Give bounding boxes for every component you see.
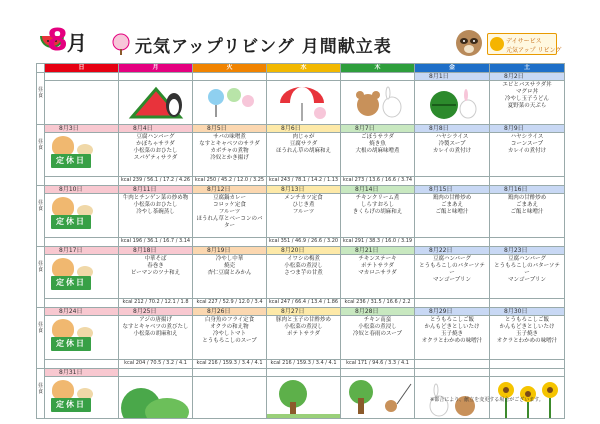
row-label: 昼食 [37,322,43,334]
menu-row [37,194,565,238]
month-number: 8 [47,23,67,58]
date-cell [490,247,565,255]
illustration [341,377,414,418]
date-cell [45,125,119,133]
date-cell [193,369,267,377]
nutrition-cell [45,238,119,247]
date-cell [415,369,490,377]
nutrition-row [37,299,565,308]
weekday-sat: 土 [490,64,565,73]
nutrition-text: kcal 196 / 36.1 / 16.7 / 3.14 [120,238,191,244]
nutrition-text: kcal 171 / 94.6 / 3.3 / 4.1 [346,360,409,366]
menu-cell [490,133,565,177]
nutrition-text: kcal 351 / 46.9 / 26.6 / 3.20 [268,238,339,244]
nutrition-text: kcal 243 / 78.1 / 14.2 / 1.13 [268,177,339,183]
nutrition-text: kcal 247 / 66.4 / 13.4 / 1.86 [268,299,339,305]
date-label: 8月30日 [504,308,528,315]
menu-text: ごぼうサラダ 焼き魚 大根の胡麻味噌煮 [355,134,400,154]
corner-cell [37,64,45,73]
date-label [341,73,414,80]
date-label [267,73,340,80]
date-cell [415,125,490,133]
nutrition-text: kcal 227 / 52.9 / 12.0 / 3.4 [196,299,263,305]
menu-cell [341,81,415,125]
menu-text: サバの味噌煮 なすとキャベツのサラダ カボチャの煮物 冷奴とかき揚げ [199,134,260,161]
nutrition-cell [415,177,490,186]
date-cell [119,247,193,255]
nutrition-cell [119,177,193,186]
date-label: 8月20日 [281,247,305,254]
date-label: 8月15日 [429,186,453,193]
menu-cell [193,255,267,299]
nutrition-cell [45,299,119,308]
menu-cell [490,255,565,299]
menu-cell [267,377,341,419]
page-title: 元気アップリビング 月間献立表 [135,37,392,57]
row-label: 昼食 [37,383,43,395]
menu-text: 鶏肉の甘酢炒め ごまあえ ご飯と味噌汁 [507,195,547,215]
holiday-label: 定休日 [51,215,91,229]
date-label: 8月23日 [504,247,528,254]
closed-day-illustration [49,380,99,419]
cat-icon [52,258,74,278]
date-cell [341,369,415,377]
menu-cell [119,133,193,177]
menu-cell [267,255,341,299]
menu-text: 豆腐ハンバーグ とうもろこしのバターソテー マンゴープリン [494,256,560,283]
cat-icon [52,136,74,156]
uchiwa-fan-icon [110,33,132,55]
date-cell [267,308,341,316]
date-cell [45,369,119,377]
date-label: 8月27日 [281,308,305,315]
menu-cell [267,316,341,360]
nutrition-text: kcal 204 / 70.5 / 3.2 / 4.1 [124,360,187,366]
cat-icon [52,197,74,217]
menu-text: ハヤシライス 冷製スープ カレイの煮付け [432,134,472,154]
date-label: 8月29日 [429,308,453,315]
menu-text: 鶏肉の甘酢炒め ごまあえ ご飯と味噌汁 [432,195,472,215]
menu-cell [119,377,193,419]
menu-text: エビとバスサラダ丼 マグロ丼 冷やし玉子うどん 夏野菜の天ぷら [502,82,552,109]
date-cell [267,186,341,194]
date-cell [45,186,119,194]
menu-cell [119,81,193,125]
menu-cell [415,316,490,360]
weekday-tue: 火 [193,64,267,73]
menu-cell [341,194,415,238]
menu-cell [415,194,490,238]
menu-cell [415,81,490,125]
date-cell [490,125,565,133]
date-label: 8月7日 [355,125,375,132]
row-label-cell [37,247,45,308]
menu-cell [415,133,490,177]
date-cell [45,73,119,81]
holiday-label: 定休日 [51,154,91,168]
row-label: 昼食 [37,139,43,151]
menu-cell [193,133,267,177]
holiday-cell [45,133,119,177]
weekday-wed: 水 [267,64,341,73]
date-label: 8月22日 [429,247,453,254]
date-cell [119,186,193,194]
date-cell [119,308,193,316]
date-label [193,73,266,80]
date-label: 8月24日 [59,308,83,315]
nutrition-cell [193,360,267,369]
menu-text: 豆腐ハンバーグ かぼちゃサラダ 小松菜のおひたし スパゲティサラダ [133,134,178,161]
nutrition-text: kcal 236 / 31.5 / 16.6 / 2.2 [344,299,411,305]
weekday-header-row [37,64,565,73]
weekday-thu: 木 [341,64,415,73]
date-cell [193,125,267,133]
closed-day-illustration [49,319,99,359]
illustration [193,81,266,124]
holiday-label: 定休日 [51,337,91,351]
row-label-cell [37,125,45,186]
month-unit: 月 [66,31,86,55]
menu-cell [193,377,267,419]
date-cell [267,369,341,377]
menu-text: チキンステーキ ポテトサラダ マカロニサラダ [358,256,397,276]
menu-text: 白身魚のフライ定食 オクラの和え物 冷やしトマト とうもろこしのスープ [202,317,257,344]
menu-text: アジの唐揚げ なすとキャベツの煮びたし 小松菜の胡麻和え [122,317,189,337]
menu-text: とうもろこしご飯 かんもどきとしいたけ 玉子焼き オクラとわかめの味噌汁 [496,317,558,344]
date-cell [267,73,341,81]
nutrition-text: kcal 216 / 159.3 / 3.4 / 4.1 [270,360,337,366]
menu-row [37,316,565,360]
tree-illustration [267,378,340,418]
date-cell [415,73,490,81]
menu-text: 肉じゃが 豆腐サラダ ほうれん草の胡麻和え [275,134,331,154]
header [0,0,600,62]
date-label: 8月28日 [355,308,379,315]
menu-text: メンチカツ定食 ひじき煮 フルーツ [284,195,323,215]
date-label [45,73,118,80]
badge-line2: 元気アップ リビング [506,47,562,54]
wind-chime-illustration [200,83,260,123]
date-cell [341,186,415,194]
holiday-label: 定休日 [51,398,91,412]
row-label: 昼食 [37,261,43,273]
date-cell [193,308,267,316]
holiday-label: 定休日 [51,276,91,290]
date-cell [45,247,119,255]
tree-fishing-illustration [341,378,414,418]
beach-umbrella-illustration [274,83,334,123]
footnote: ※都合により、献立を変更する場合がございます。 [430,397,544,403]
row-label: 昼食 [37,87,43,99]
holiday-cell [45,255,119,299]
nutrition-cell [267,360,341,369]
menu-text: 冷やし中華 焼売 杏仁豆腐とみかん [207,256,252,276]
date-label [119,73,192,80]
nutrition-text: kcal 250 / 45.2 / 12.0 / 3.25 [194,177,265,183]
date-label: 8月11日 [133,186,157,193]
illustration [119,81,192,124]
menu-cell [415,255,490,299]
menu-text: とうもろこしご飯 かんもどきとしいたけ 玉子焼き オクラとわかめの味噌汁 [421,317,483,344]
date-label: 8月17日 [59,247,83,254]
menu-row [37,255,565,299]
date-cell [490,308,565,316]
menu-cell [267,133,341,177]
nutrition-cell [490,177,565,186]
date-cell [119,125,193,133]
nutrition-text: kcal 273 / 13.6 / 16.6 / 3.74 [342,177,413,183]
nutrition-cell [415,238,490,247]
row-label-cell [37,73,45,125]
date-label: 8月5日 [207,125,227,132]
date-label: 8月9日 [504,125,524,132]
menu-text: 中華そば 春巻き ピーマンのツナ和え [130,256,181,276]
date-cell [193,247,267,255]
menu-text: チキン南蛮 小松菜の煮浸し 冷奴と春雨のスープ [353,317,402,337]
nutrition-cell [267,238,341,247]
date-row [37,308,565,316]
weekday-mon: 月 [119,64,193,73]
date-cell [490,186,565,194]
menu-text [45,81,118,83]
menu-cell [193,81,267,125]
menu-text: イワシの梅煮 小松菜の煮浸し さつま芋の甘煮 [284,256,323,276]
date-label: 8月8日 [429,125,449,132]
date-row [37,247,565,255]
menu-cell [490,194,565,238]
date-cell [490,369,565,377]
illustration [267,377,340,418]
nutrition-cell [490,360,565,369]
date-row [37,125,565,133]
menu-cell [119,316,193,360]
date-label: 8月3日 [59,125,79,132]
row-label-cell [37,186,45,247]
closed-day-illustration [49,258,99,298]
menu-cell [45,81,119,125]
menu-text [193,377,266,379]
menu-cell [490,316,565,360]
menu-calendar [36,63,565,419]
nutrition-cell [193,238,267,247]
date-row [37,369,565,377]
date-label [341,369,414,376]
cat-icon [52,380,74,400]
nutrition-cell [119,238,193,247]
nutrition-cell [341,299,415,308]
raccoon-mascot-icon [452,26,486,60]
menu-text: チキンクリーム煮 しらすおろし きくらげの胡麻和え [352,195,403,215]
nutrition-cell [45,360,119,369]
menu-cell [490,81,565,125]
date-label [193,369,266,376]
holiday-cell [45,316,119,360]
date-cell [341,125,415,133]
date-label: 8月18日 [133,247,157,254]
menu-cell [193,194,267,238]
date-label: 8月19日 [207,247,231,254]
date-cell [415,186,490,194]
date-label [415,369,489,376]
nutrition-text: kcal 216 / 159.3 / 3.4 / 4.1 [196,360,263,366]
closed-day-illustration [49,197,99,237]
nutrition-cell [193,177,267,186]
nutrition-cell [267,177,341,186]
date-label: 8月12日 [207,186,231,193]
nutrition-cell [193,299,267,308]
date-cell [267,247,341,255]
date-cell [193,73,267,81]
row-label-cell [37,308,45,369]
date-cell [193,186,267,194]
menu-cell [267,81,341,125]
date-cell [415,308,490,316]
menu-text: 牛肉とチンゲン菜の炒め物 小松菜のおひたし 冷やし茶碗蒸し [122,195,189,215]
nutrition-row [37,360,565,369]
date-label: 8月21日 [355,247,379,254]
row-label-cell [37,369,45,419]
illustration [119,377,192,418]
date-label: 8月4日 [133,125,153,132]
date-cell [45,308,119,316]
date-row [37,186,565,194]
watermelon-penguin-illustration [126,83,186,123]
date-cell [119,369,193,377]
date-label: 8月25日 [133,308,157,315]
menu-cell [341,133,415,177]
date-row [37,73,565,81]
menu-cell [193,316,267,360]
menu-text: 豚肉と玉子の甘酢炒め 小松菜の煮浸し ポテトサラダ [275,317,331,337]
nutrition-cell [341,177,415,186]
nutrition-cell [119,299,193,308]
illustration [267,81,340,124]
illustration [415,81,489,124]
nutrition-cell [490,238,565,247]
nutrition-text: kcal 239 / 56.1 / 17.2 / 4.26 [120,177,191,183]
date-label: 8月1日 [429,73,449,80]
weekday-sun: 日 [45,64,119,73]
nutrition-cell [267,299,341,308]
date-label: 8月6日 [281,125,301,132]
menu-cell [341,316,415,360]
date-cell [341,73,415,81]
nutrition-cell [415,360,490,369]
weekday-fri: 金 [415,64,490,73]
nutrition-cell [415,299,490,308]
green-hills-illustration [119,378,192,418]
sun-logo-icon [490,37,504,51]
menu-cell [119,255,193,299]
menu-cell [119,194,193,238]
closed-day-illustration [49,136,99,176]
date-cell [119,73,193,81]
menu-text: 豆腐鍋カレー コロッケ定食 フルーツ ほうれん草とベーコンのバター [196,195,263,229]
menu-cell [341,377,415,419]
holiday-cell [45,377,119,419]
facility-badge [487,33,562,55]
nutrition-text: kcal 212 / 70.2 / 12.1 / 1.8 [122,299,189,305]
menu-cell [267,194,341,238]
nutrition-cell [341,238,415,247]
date-cell [415,247,490,255]
date-label [490,369,564,376]
date-label: 8月2日 [504,73,524,80]
cat-icon [52,319,74,339]
date-label: 8月31日 [59,369,83,376]
menu-text: ハヤシライス コーンスープ カレイの煮付け [507,134,547,154]
holiday-cell [45,194,119,238]
menu-cell [341,255,415,299]
date-label: 8月10日 [59,186,83,193]
nutrition-text: kcal 291 / 38.3 / 16.0 / 3.19 [342,238,413,244]
menu-text: 豆腐ハンバーグ とうもろこしのバターソテー マンゴープリン [419,256,485,283]
nutrition-row [37,238,565,247]
date-label: 8月16日 [504,186,528,193]
watermelon-rabbit-illustration [422,83,482,123]
date-cell [341,247,415,255]
date-cell [267,125,341,133]
nutrition-cell [341,360,415,369]
nutrition-cell [45,177,119,186]
nutrition-row [37,177,565,186]
menu-row [37,81,565,125]
bear-rabbit-illustration [348,83,408,123]
date-cell [341,308,415,316]
row-label: 昼食 [37,200,43,212]
date-label: 8月14日 [355,186,379,193]
illustration [341,81,414,124]
menu-row [37,133,565,177]
date-label [267,369,340,376]
nutrition-cell [119,360,193,369]
date-cell [490,73,565,81]
month-heading [47,24,86,60]
nutrition-cell [490,299,565,308]
date-label [119,369,192,376]
badge-line1: デイサービス [506,38,542,45]
date-label: 8月26日 [207,308,231,315]
date-label: 8月13日 [281,186,305,193]
